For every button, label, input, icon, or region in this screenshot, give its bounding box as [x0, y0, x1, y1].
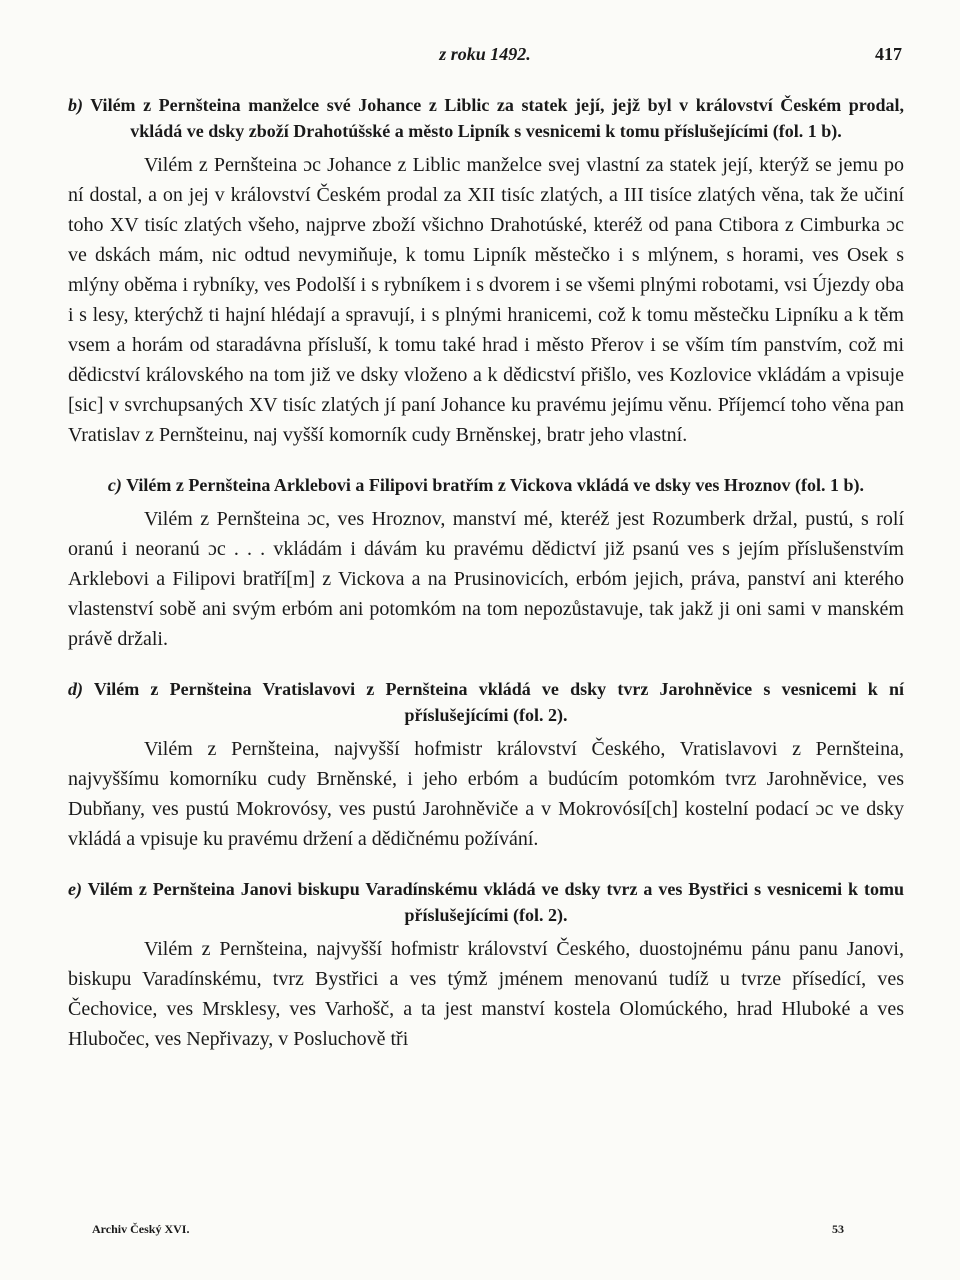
- section-b-heading: [68, 92, 904, 144]
- section-d-label: d): [68, 679, 83, 699]
- footer-signature: Archiv Český XVI.: [92, 1222, 190, 1236]
- section-b-summary: Vilém z Pernšteina manželce své Johance z Liblic za statek její, jejž byl v království Českém prodal, vkládá ve dsky zboží Drahotúšské a město Lipník s vesnicemi k tomu příslušejícími (fol. 1 b).: [83, 95, 904, 141]
- section-c-label: c): [107, 475, 122, 495]
- page-number: 417: [875, 44, 902, 64]
- section-c-summary: Vilém z Pernšteina Arklebovi a Filipovi bratřím z Vickova vkládá ve dsky ves Hroznov (fol. 1 b).: [121, 475, 865, 495]
- page-footer: [92, 1222, 844, 1244]
- document-body: [68, 92, 904, 1054]
- section-c-heading: [68, 472, 904, 498]
- section-c-text: Vilém z Pernšteina ɔc, ves Hroznov, manství mé, kteréž jest Rozumberk držal, pustú, s rolí oranú i neoranú ɔc . . . vkládám i dávám ku pravému dědictví již psanú ves s jejím příslušenstvím Arklebovi a Filipovi bratří[m] z Vickova a na Prusinovicích, erbóm jejich, práva, panství ani kterého vlastenství sobě ani svým erbóm ani potomkóm na tom nepozůstavuje, tak jakž ji oni sami v manském právě držali.: [68, 508, 904, 650]
- section-e-heading: [68, 876, 904, 928]
- footer-sheet-number: 53: [832, 1222, 844, 1236]
- section-b-text: Vilém z Pernšteina ɔc Johance z Liblic manželce svej vlastní za statek její, kterýž se jemu po ní dostal, a on jej v království Českém prodal za XII tisíc zlatých, a III tisíce zlatých věna, tak že učiní toho XV tisíc zlatých všeho, najprve zboží všichno Drahotúské, kteréž od pana Ctibora z Cimburka ɔc ve dskách mám, nic odtud nevymiňuje, k tomu Lipník městečko i s mlýnem, s horami, ves Osek s mlýny oběma i rybníky, ves Podolší i s rybníkem i s dvorem i se všemi plnými robotami, vsi Újezdy oba i s lesy, kterýchž ti hajní hlédají a spravují, i s plnými hranicemi, což k tomu městečku Lipníku a k těm vsem a horám od staradávna přísluší, k tomu také hrad i město Přerov i se vším tím panstvím, což mi dědicství královského na tom již ve dsky vloženo a k dědicství přišlo, ves Kozlovice vkládám a vpisuje [sic] v svrchupsaných XV tisíc zlatých jí paní Johance ku pravému jejímu věnu. Příjemcí toho věna pan Vratislav z Pernšteinu, naj vyšší komorník cudy Brněnskej, bratr jeho vlastní.: [68, 154, 904, 446]
- section-e-text: Vilém z Pernšteina, najvyšší hofmistr království Českého, duostojnému pánu panu Janovi, biskupu Varadínskému, tvrz Bystřici a ves týmž jménem menovanú tudíž u tvrze přísedící, ves Čechovice, ves Mrsklesy, ves Varhošč, a ta jest manství kostela Olomúckého, hrad Hluboké a ves Hlubočec, ves Nepřivazy, v Posluchově tři: [68, 938, 904, 1050]
- section-d-summary: Vilém z Pernšteina Vratislavovi z Pernšteina vkládá ve dsky tvrz Jarohněvice s vesnicemi k ní příslušejícími (fol. 2).: [83, 679, 904, 725]
- section-b-label: b): [68, 95, 83, 115]
- running-title: z roku 1492.: [439, 44, 531, 64]
- section-e-label: e): [68, 879, 82, 899]
- section-d-heading: [68, 676, 904, 728]
- section-d-text: Vilém z Pernšteina, najvyšší hofmistr království Českého, Vratislavovi z Pernšteina, najvyššímu komorníku cudy Brněnské, i jeho erbóm a budúcím potomkóm tvrz Jarohněvice, ves Dubňany, ves pustú Mokrovósy, ves pustú Jarohněviče a v Mokrovósí[ch] kostelní podací ɔc ve dsky vkládá a vpisuje ku pravému držení a dědičnému požívání.: [68, 738, 904, 850]
- running-head: [68, 44, 902, 74]
- section-e-summary: Vilém z Pernšteina Janovi biskupu Varadínskému vkládá ve dsky tvrz a ves Bystřici s vesnicemi k tomu příslušejícími (fol. 2).: [81, 879, 904, 925]
